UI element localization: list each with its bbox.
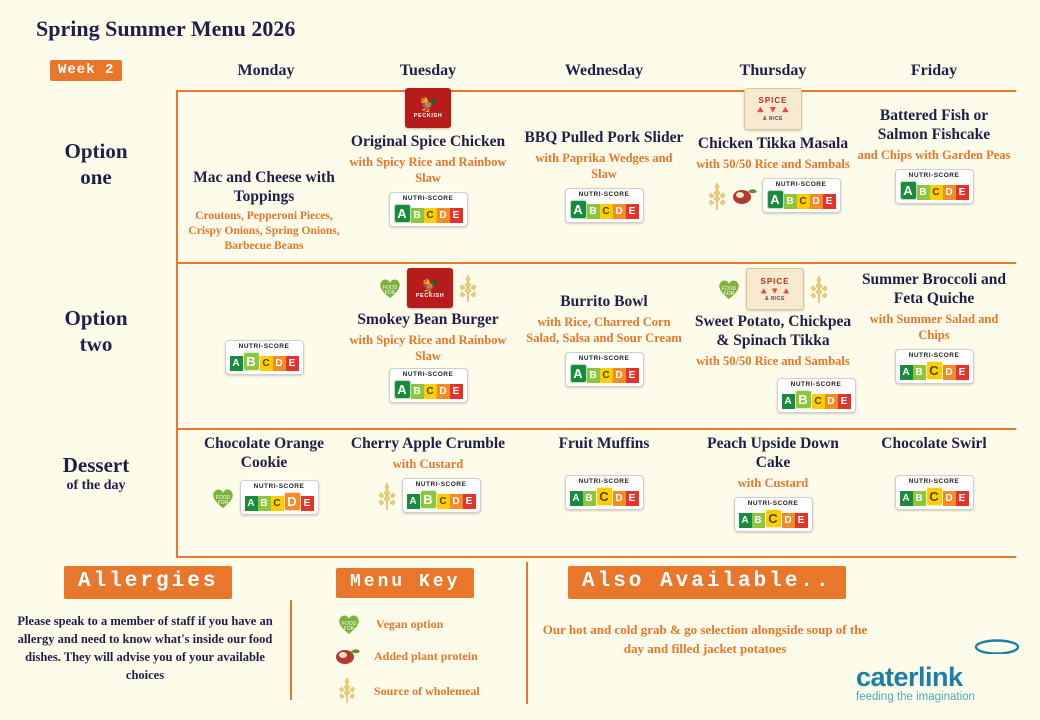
nutri-score-badge: NUTRI-SCORE A B C D E: [777, 378, 856, 413]
nutri-score-badge: NUTRI-SCORE A B C D E: [225, 340, 304, 375]
vegan-icon: [377, 276, 403, 300]
cell-option-one-friday: Battered Fish or Salmon Fishcake and Chips with Garden Peas NUTRI-SCORE A B C D E: [854, 106, 1014, 204]
nutri-score-badge: NUTRI-SCORE A B C D E: [734, 497, 813, 532]
cell-option-one-monday: Mac and Cheese with Toppings Croutons, Pepperoni Pieces, Crispy Onions, Spring Onions, Barbecue Beans: [188, 169, 340, 252]
allergies-title: Allergies: [64, 566, 232, 599]
week-badge: Week 2: [50, 60, 122, 81]
menu-key-item-wholemeal: [336, 676, 480, 706]
spice-rice-logo: SPICE 🔺🔻🔺 & RICE: [746, 268, 804, 310]
also-available-title: Also Available..: [568, 566, 846, 599]
allergies-text: Please speak to a member of staff if you have an allergy and need to know what's inside our food dishes. They will advise you of your available choices: [17, 614, 273, 682]
nutri-score-badge: NUTRI-SCORE A B C D E: [240, 480, 319, 515]
caterlink-logo: [856, 646, 1026, 703]
cell-option-two-tuesday: FOOD FOR 🐓 PECKISH Smokey Bean Burger with Spicy Rice and Rainbow Slaw NUTRI-SCORE A B C D E: [348, 268, 508, 403]
spice-rice-logo: SPICE 🔺🔻🔺 & RICE: [744, 88, 802, 130]
nutri-score-badge: NUTRI-SCORE A B C D E: [389, 192, 468, 227]
menu-key-label: Vegan option: [376, 616, 444, 631]
menu-key-item-protein: [334, 646, 478, 666]
cell-option-two-thursday: FOOD FOR SPICE 🔺🔻🔺 & RICE Sweet Potato, Chickpea & Spinach Tikka with 50/50 Rice and Sambals: [693, 268, 853, 369]
cell-option-one-tuesday: 🐓 PECKISH Original Spice Chicken with Spicy Rice and Rainbow Slaw NUTRI-SCORE A B C D E: [348, 88, 508, 227]
column-header-monday: Monday: [237, 62, 295, 79]
svg-text:FOR: FOR: [723, 291, 735, 297]
wheat-icon: [457, 273, 479, 303]
menu-key-title: Menu Key: [336, 568, 474, 598]
page-title: Spring Summer Menu 2026: [36, 16, 296, 41]
svg-text:FOOD: FOOD: [341, 621, 357, 627]
panel-divider-2: [526, 562, 528, 704]
grid-divider-2: [176, 428, 1016, 430]
svg-text:FOOD: FOOD: [382, 285, 398, 291]
nutri-holder-thursday-option-two: [766, 378, 866, 413]
menu-key-label: Added plant protein: [374, 648, 478, 663]
row-label-option-one: Option one: [64, 139, 128, 189]
cell-option-one-thursday: SPICE 🔺🔻🔺 & RICE Chicken Tikka Masala with 50/50 Rice and Sambals NUTRI-SCORE A B C D E: [693, 88, 853, 213]
nutri-score-badge: NUTRI-SCORE A B C D E: [565, 475, 644, 510]
plant-protein-icon: [334, 646, 362, 666]
grid-vertical-divider: [176, 90, 178, 556]
wheat-icon: [376, 481, 398, 511]
nutri-score-badge: NUTRI-SCORE A B C D E: [389, 368, 468, 403]
cell-dessert-wednesday: Fruit Muffins NUTRI-SCORE A B C D E: [524, 434, 684, 510]
nutri-score-badge: NUTRI-SCORE A B C D E: [895, 475, 974, 510]
peckish-logo: 🐓 PECKISH: [407, 268, 453, 308]
brand-tagline: feeding the imagination: [856, 691, 975, 703]
nutri-score-badge: NUTRI-SCORE A B C D E: [565, 188, 644, 223]
svg-text:FOOD: FOOD: [721, 286, 737, 292]
svg-text:FOR: FOR: [384, 290, 396, 296]
cell-dessert-thursday: Peach Upside Down Cake with Custard NUTRI-SCORE A B C D E: [693, 434, 853, 532]
wheat-icon: [706, 181, 728, 211]
also-available-text: Our hot and cold grab & go selection alongside soup of the day and filled jacket potatoes: [542, 622, 868, 656]
column-header-tuesday: Tuesday: [399, 62, 457, 79]
row-label-dessert: Dessert of the day: [62, 453, 130, 493]
menu-key-item-vegan: [336, 612, 443, 636]
grid-divider-3: [176, 556, 1016, 558]
nutri-score-badge: NUTRI-SCORE A B C D E: [762, 178, 841, 213]
cell-option-two-wednesday: Burrito Bowl with Rice, Charred Corn Salad, Salsa and Sour Cream NUTRI-SCORE A B C D E: [524, 292, 684, 387]
nutri-holder-monday-option-two: [184, 340, 344, 375]
cell-option-two-friday: Summer Broccoli and Feta Quiche with Summer Salad and Chips NUTRI-SCORE A B C D E: [854, 270, 1014, 384]
grid-divider-top: [176, 90, 1016, 92]
column-header-wednesday: Wednesday: [564, 62, 644, 79]
nutri-score-badge: NUTRI-SCORE A B C D E: [402, 478, 481, 513]
cell-option-one-wednesday: BBQ Pulled Pork Slider with Paprika Wedges and Slaw NUTRI-SCORE A B C D E: [524, 128, 684, 223]
menu-key-label: Source of wholemeal: [374, 683, 480, 698]
svg-text:FOR: FOR: [217, 499, 228, 506]
row-label-option-two: Option two: [64, 306, 128, 356]
vegan-icon: [716, 277, 742, 301]
svg-text:FOR: FOR: [343, 626, 355, 632]
wheat-icon: [808, 274, 830, 304]
peckish-logo: 🐓 PECKISH: [405, 88, 451, 128]
nutri-score-badge: NUTRI-SCORE A B C D E: [895, 169, 974, 204]
panel-divider-1: [290, 600, 292, 700]
vegan-icon: [336, 612, 362, 636]
cell-dessert-friday: Chocolate Swirl NUTRI-SCORE A B C D E: [854, 434, 1014, 510]
wheat-icon: [336, 676, 358, 706]
nutri-score-badge: NUTRI-SCORE A B C D E: [565, 352, 644, 387]
svg-text:FOOD: FOOD: [215, 494, 230, 501]
column-header-friday: Friday: [910, 62, 958, 79]
cell-dessert-monday: Chocolate Orange Cookie FOOD FOR NUTRI-SCORE A B C D E: [184, 434, 344, 515]
nutri-score-badge: NUTRI-SCORE A B C D E: [895, 349, 974, 384]
grid-divider-1: [176, 262, 1016, 264]
plant-protein-icon: [731, 186, 759, 206]
vegan-icon: [210, 486, 236, 510]
brand-name: caterlink: [856, 662, 963, 692]
column-header-thursday: Thursday: [739, 62, 807, 79]
cell-dessert-tuesday: Cherry Apple Crumble with Custard NUTRI-SCORE A B C D E: [348, 434, 508, 513]
